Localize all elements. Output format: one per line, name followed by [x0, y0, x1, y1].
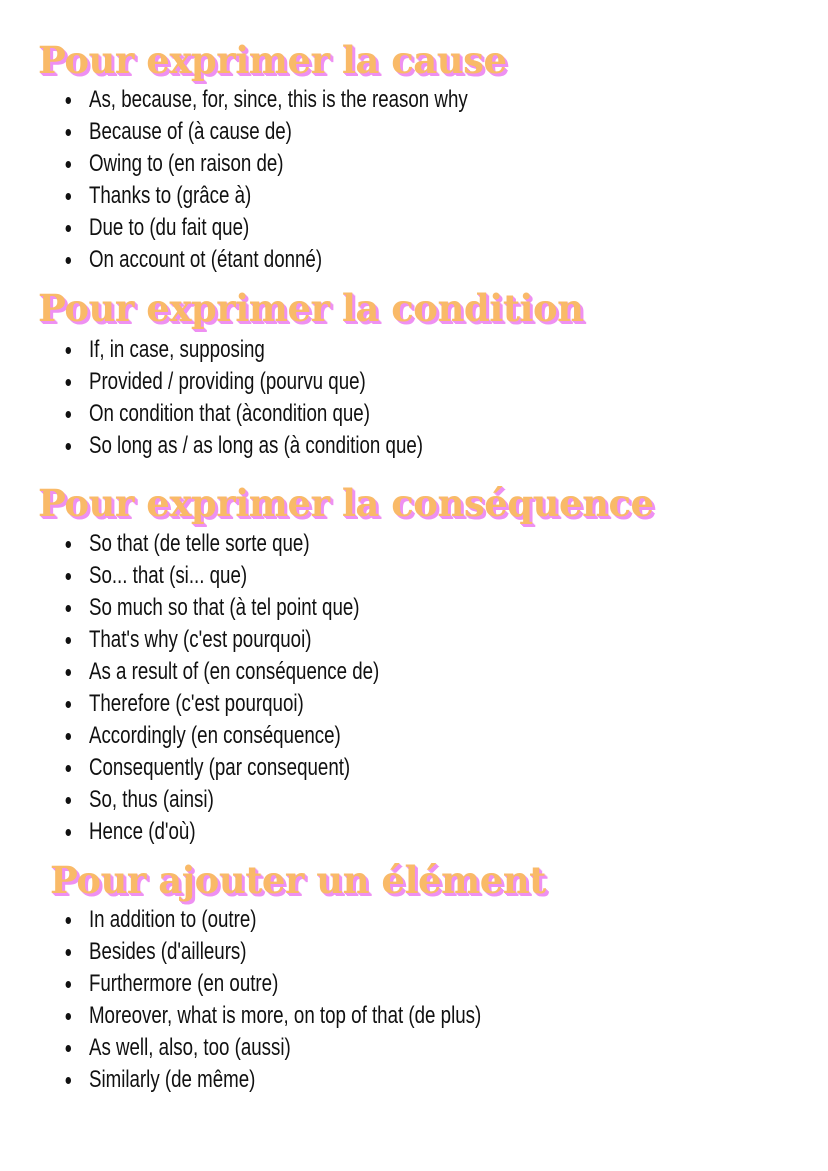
list-item: As a result of (en conséquence de)	[64, 656, 379, 688]
list-item: So that (de telle sorte que)	[64, 528, 379, 560]
list-item: Owing to (en raison de)	[64, 148, 468, 180]
section-heading-consequence: Pour exprimer la conséquence	[38, 481, 654, 525]
list-item: Moreover, what is more, on top of that (de plus)	[64, 1000, 481, 1032]
list-item: If, in case, supposing	[64, 334, 423, 366]
list-addition	[64, 904, 599, 1096]
list-item: On condition that (àcondition que)	[64, 398, 423, 430]
list-item: So much so that (à tel point que)	[64, 592, 379, 624]
list-item: Therefore (c'est pourquoi)	[64, 688, 379, 720]
list-item: Thanks to (grâce à)	[64, 180, 468, 212]
list-item: In addition to (outre)	[64, 904, 481, 936]
list-consequence	[64, 528, 468, 848]
list-item: So, thus (ainsi)	[64, 784, 379, 816]
section-heading-addition: Pour ajouter un élément	[50, 858, 546, 902]
list-item: Consequently (par consequent)	[64, 752, 379, 784]
list-cause	[64, 84, 582, 276]
list-item: As, because, for, since, this is the reason why	[64, 84, 468, 116]
list-item: Due to (du fait que)	[64, 212, 468, 244]
list-item: Furthermore (en outre)	[64, 968, 481, 1000]
list-condition	[64, 334, 524, 462]
list-item: On account ot (étant donné)	[64, 244, 468, 276]
section-heading-condition: Pour exprimer la condition	[38, 286, 584, 330]
list-item: As well, also, too (aussi)	[64, 1032, 481, 1064]
list-item: Similarly (de même)	[64, 1064, 481, 1096]
list-item: Hence (d'où)	[64, 816, 379, 848]
list-item: Because of (à cause de)	[64, 116, 468, 148]
list-item: That's why (c'est pourquoi)	[64, 624, 379, 656]
list-item: Accordingly (en conséquence)	[64, 720, 379, 752]
list-item: Besides (d'ailleurs)	[64, 936, 481, 968]
list-item: So long as / as long as (à condition que)	[64, 430, 423, 462]
list-item: Provided / providing (pourvu que)	[64, 366, 423, 398]
list-item: So... that (si... que)	[64, 560, 379, 592]
section-heading-cause: Pour exprimer la cause	[38, 38, 507, 82]
